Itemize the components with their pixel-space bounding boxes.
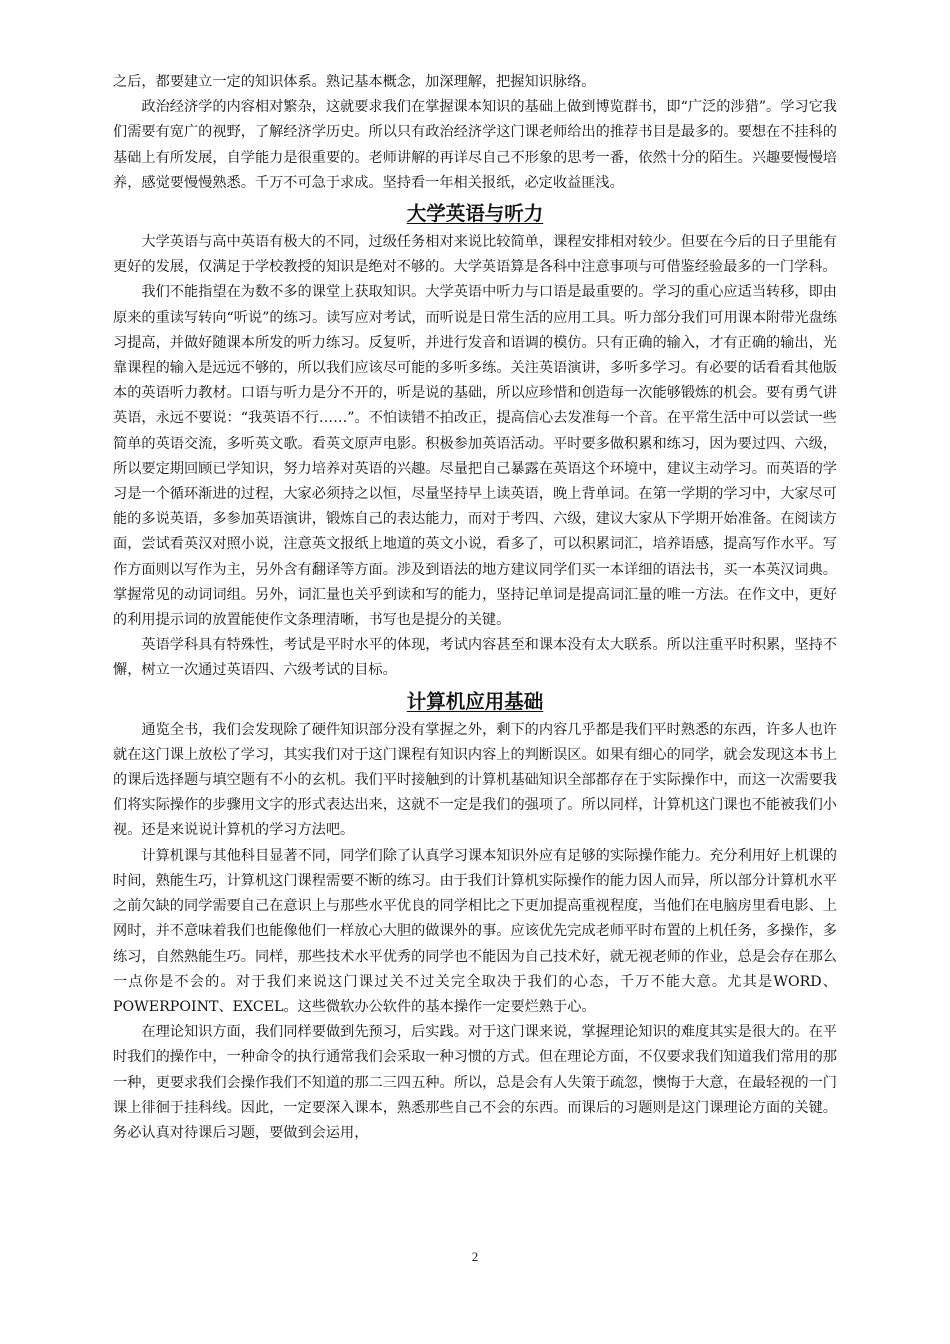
paragraph-english-3: 英语学科具有特殊性，考试是平时水平的体现，考试内容甚至和课本没有太大联系。所以注重平时积累，坚持不懈，树立一次通过英语四、六级考试的目标。 bbox=[113, 637, 837, 679]
paragraph-english-1: 大学英语与高中英语有极大的不同，过级任务相对来说比较简单，课程安排相对较少。但要在今后的日子里能有更好的发展，仅满足于学校教授的知识是绝对不够的。大学英语算是各科中注意事项与可借鉴经验最多的一门学科。 bbox=[113, 234, 837, 276]
paragraph-continuation: 之后，都要建立一定的知识体系。熟记基本概念，加深理解，把握知识脉络。 bbox=[113, 74, 596, 90]
paragraph-political-economy: 政治经济学的内容相对繁杂，这就要求我们在掌握课本知识的基础上做到博览群书，即“广泛的涉猎”。学习它我们需要有宽广的视野，了解经济学历史。所以只有政治经济学这门课老师给出的推荐书目是最多的。要想在不挂科的基础上有所发展，自学能力是很重要的。老师讲解的再详尽自己不形象的思考一番，依然十分的陌生。兴趣要慢慢培养，感觉要慢慢熟悉。千万不可急于求成。坚持看一年相关报纸，必定收益匪浅。 bbox=[113, 99, 837, 191]
section-heading-english: 大学英语与听力 bbox=[406, 202, 544, 226]
document-page bbox=[113, 70, 837, 1146]
paragraph-computer-3: 在理论知识方面，我们同样要做到先预习，后实践。对于这门课来说，掌握理论知识的难度其实是很大的。在平时我们的操作中，一种命令的执行通常我们会采取一种习惯的方式。但在理论方面，不仅要求我们知道我们常用的那一种，更要求我们会操作我们不知道的那二三四五种。所以，总是会有人失策于疏忽，懊悔于大意，在最轻视的一门课上徘徊于挂科线。因此，一定要深入课本，熟悉那些自己不会的东西。而课后的习题则是这门课理论方面的关键。务必认真对待课后习题，要做到会运用， bbox=[113, 1024, 837, 1141]
paragraph-computer-1: 通览全书，我们会发现除了硬件知识部分没有掌握之外，剩下的内容几乎都是我们平时熟悉的东西，许多人也许就在这门课上放松了学习，其实我们对于这门课程有知识内容上的判断误区。如果有细心的同学，就会发现这本书上的课后选择题与填空题有不小的玄机。我们平时接触到的计算机基础知识全部都存在于实际操作中，而这一次需要我们将实际操作的步骤用文字的形式表达出来，这就不一定是我们的强项了。所以同样，计算机这门课也不能被我们小视。还是来说说计算机的学习方法吧。 bbox=[113, 721, 837, 839]
paragraph-computer-2: 计算机课与其他科目显著不同，同学们除了认真学习课本知识外应有足够的实际操作能力。充分利用好上机课的时间，熟能生巧，计算机这门课程需要不断的练习。由于我们计算机实际操作的能力因人而异，所以部分计算机水平之前欠缺的同学需要自己在意识上与那些水平优良的同学相比之下更加提高重视程度，当他们在电脑房里看电影、上网时，并不意味着我们也能像他们一样放心大胆的做课外的事。应该优先完成老师平时布置的上机任务，多操作，多练习，自然熟能生巧。同样，那些技术水平优秀的同学也不能因为自己技术好，就无视老师的作业，总是会存在那么一点你是不会的。对于我们来说这门课过关不过关完全取决于我们的心态，千万不能大意。尤其是WORD、POWERPOINT、EXCEL。这些微软办公软件的基本操作一定要烂熟于心。 bbox=[113, 847, 837, 1015]
paragraph-english-2: 我们不能指望在为数不多的课堂上获取知识。大学英语中听力与口语是最重要的。学习的重心应适当转移，即由原来的重读写转向“听说”的练习。读写应对考试，而听说是日常生活的应用工具。听力部分我们可用课本附带光盘练习提高，并做好随课本所发的听力练习。反复听，并进行发音和语调的模仿。只有正确的输入，才有正确的输出，光靠课程的输入是远远不够的，所以我们应该尽可能的多听多练。关注英语演讲，多听多学习。有必要的话看看其他版本的英语听力教材。口语与听力是分不开的，听是说的基础，所以应珍惜和创造每一次能够锻炼的机会。要有勇气讲英语，永远不要说：“我英语不行……”。不怕读错不拍改正，提高信心去发准每一个音。在平常生活中可以尝试一些简单的英语交流，多听英文歌。看英文原声电影。积极参加英语活动。平时要多做积累和练习，因为要过四、六级，所以要定期回顾已学知识，努力培养对英语的兴趣。尽量把自己暴露在英语这个环境中，建议主动学习。而英语的学习是一个循环渐进的过程，大家必须持之以恒，尽量坚持早上读英语，晚上背单词。在第一学期的学习中，大家尽可能的多说英语，多参加英语演讲，锻炼自己的表达能力，而对于考四、六级，建议大家从下学期开始准备。在阅读方面，尝试看英汉对照小说，注意英文报纸上地道的英文小说，看多了，可以积累词汇，培养语感，提高写作水平。写作方面则以写作为主，另外含有翻译等方面。涉及到语法的地方建议同学们买一本详细的语法书，买一本英汉词典。掌握常见的动词词组。另外，词汇量也关乎到读和写的能力，坚持记单词是提高词汇量的唯一方法。在作文中，更好的利用提示词的放置能使作文条理清晰，书写也是提分的关键。 bbox=[113, 284, 837, 629]
page-number: 2 bbox=[471, 1249, 479, 1264]
section-heading-computer: 计算机应用基础 bbox=[406, 689, 544, 713]
